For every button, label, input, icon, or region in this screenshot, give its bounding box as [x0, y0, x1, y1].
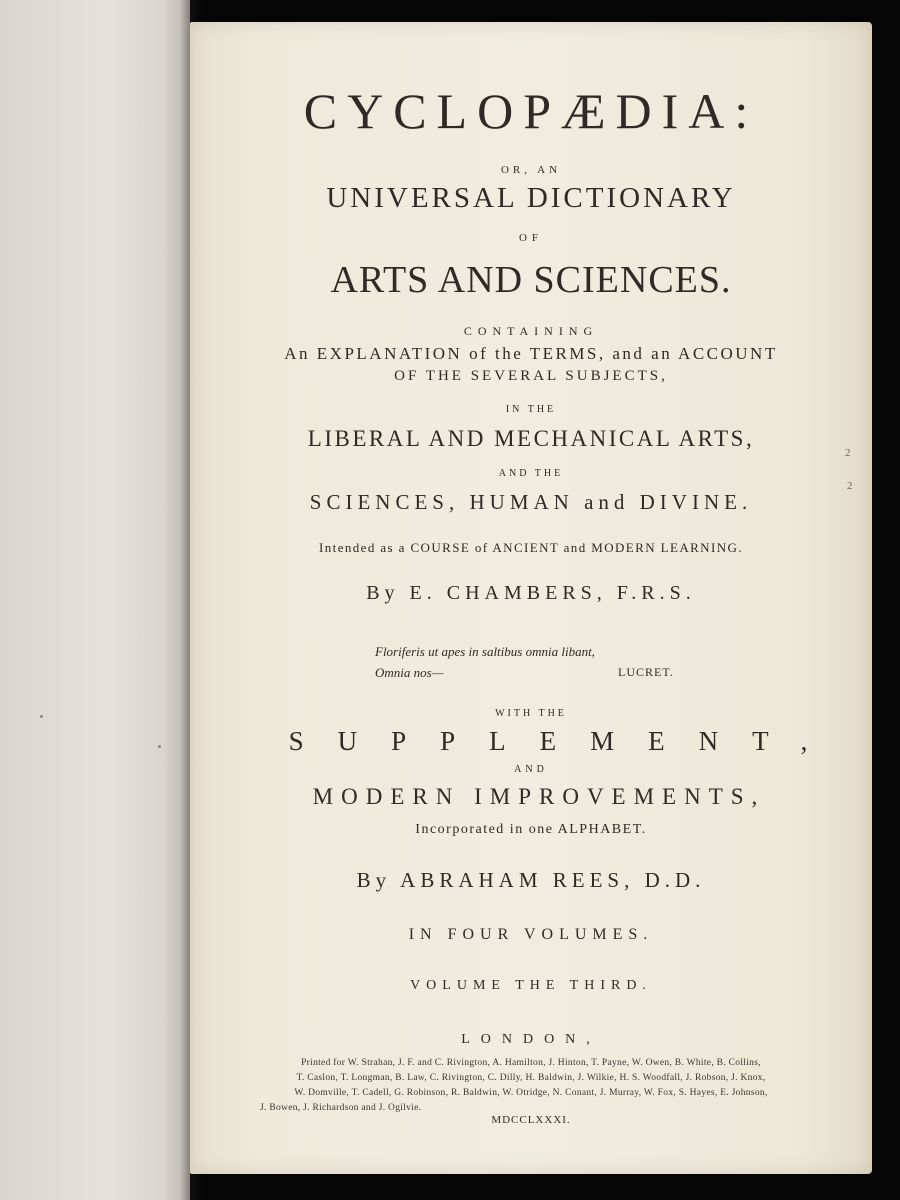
volume-third-line: VOLUME THE THIRD.: [410, 978, 652, 993]
title-page: [190, 22, 872, 1174]
intended-line: Intended as a COURSE of ANCIENT and MODERN LEARNING.: [319, 540, 743, 555]
subtitle-of: OF: [518, 232, 544, 244]
publication-date: MDCCLXXXI.: [491, 1114, 571, 1126]
subtitle-arts-and-sciences: ARTS AND SCIENCES.: [330, 259, 732, 301]
explanation-line: An EXPLANATION of the TERMS, and an ACCOUNT: [284, 344, 778, 363]
and-the-line: AND THE: [498, 468, 564, 479]
paper-speck: [158, 745, 161, 748]
incorporated-line: Incorporated in one ALPHABET.: [415, 822, 647, 837]
printers-line-2: T. Caslon, T. Longman, B. Law, C. Rivington, C. Dilly, H. Baldwin, J. Wilkie, H. S. Woodfall, J. Robson, J. Knox,: [296, 1073, 766, 1083]
subtitle-or-an: OR, AN: [500, 164, 562, 176]
printers-line-4: J. Bowen, J. Richardson and J. Ogilvie.: [260, 1103, 422, 1113]
modern-improvements-line: MODERN IMPROVEMENTS,: [312, 784, 766, 809]
sciences-human-divine-line: SCIENCES, HUMAN and DIVINE.: [309, 490, 753, 514]
subtitle-universal-dictionary: UNIVERSAL DICTIONARY: [326, 182, 736, 214]
paper-speck: [40, 715, 43, 718]
liberal-arts-line: LIBERAL AND MECHANICAL ARTS,: [307, 426, 755, 451]
author-rees: By ABRAHAM REES, D.D.: [356, 868, 706, 892]
motto-line-1: Floriferis ut apes in saltibus omnia libant,: [375, 644, 595, 659]
margin-note: 2: [845, 447, 851, 459]
printers-line-1: Printed for W. Strahan, J. F. and C. Rivington, A. Hamilton, J. Hinton, T. Payne, W. Owen, B. White, B. Collins,: [301, 1058, 761, 1068]
left-blank-page: [0, 0, 190, 1200]
several-subjects-line: OF THE SEVERAL SUBJECTS,: [394, 368, 668, 384]
and-line: AND: [514, 764, 548, 775]
supplement-line: SUPPLEMENT,: [288, 726, 842, 756]
author-chambers: By E. CHAMBERS, F.R.S.: [366, 582, 696, 604]
margin-note: 2: [847, 480, 853, 492]
in-the-line: IN THE: [505, 404, 557, 415]
motto-line-2: Omnia nos—: [375, 665, 444, 680]
four-volumes-line: IN FOUR VOLUMES.: [408, 926, 654, 943]
with-the-line: WITH THE: [495, 708, 567, 719]
book-title: CYCLOPÆDIA:: [303, 83, 759, 139]
containing-line: CONTAINING: [463, 324, 599, 338]
motto-source: LUCRET.: [618, 665, 674, 679]
printers-line-3: W. Domville, T. Cadell, G. Robinson, R. Baldwin, W. Otridge, N. Conant, J. Murray, W. Fox, S. Hayes, E. Johnson,: [294, 1088, 768, 1098]
imprint-london: LONDON,: [461, 1032, 601, 1047]
